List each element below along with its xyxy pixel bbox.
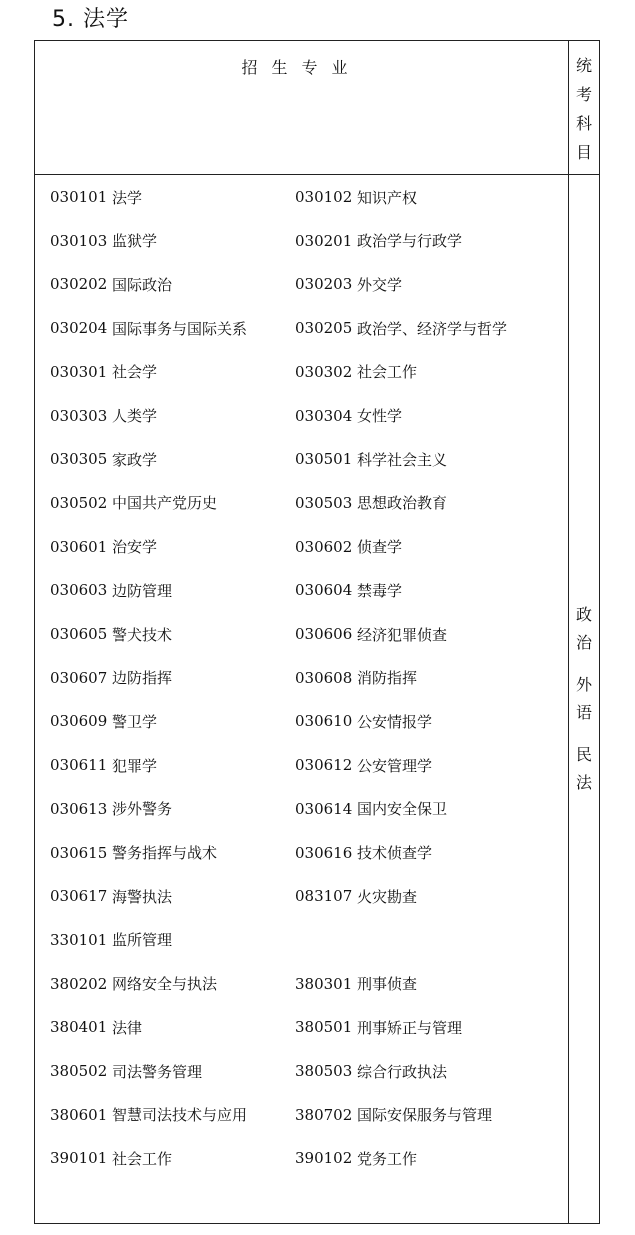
major-entry [50, 1136, 172, 1180]
table-row [35, 394, 568, 438]
major-code: 030205 [295, 319, 353, 338]
major-entry [50, 612, 172, 656]
major-code: 030305 [50, 450, 108, 469]
table-row [35, 787, 568, 831]
major-entry [50, 962, 217, 1006]
table-row [35, 874, 568, 918]
major-code: 030103 [50, 231, 108, 250]
major-entry [295, 219, 462, 263]
major-code: 030609 [50, 712, 108, 731]
major-name: 犯罪学 [112, 756, 158, 775]
major-entry [295, 874, 417, 918]
table-row [35, 306, 568, 350]
major-name: 国际政治 [112, 275, 173, 294]
major-entry [295, 306, 507, 350]
header-subjects-char: 统 [575, 56, 592, 75]
major-code: 030301 [50, 362, 108, 381]
major-entry [50, 394, 157, 438]
major-code: 030607 [50, 668, 108, 687]
section-title: 5. 法学 [52, 7, 129, 32]
table-row [35, 262, 568, 306]
subject-char: 民 [575, 745, 592, 764]
table-row [35, 918, 568, 962]
major-code: 030203 [295, 275, 353, 294]
major-code: 030616 [295, 843, 353, 862]
major-entry [295, 481, 447, 525]
major-entry [50, 481, 217, 525]
major-name: 综合行政执法 [357, 1062, 448, 1081]
major-entry [295, 612, 447, 656]
major-entry [50, 219, 157, 263]
subject-civil-law [576, 741, 592, 797]
table-row [35, 219, 568, 263]
table-row [35, 699, 568, 743]
major-code: 030608 [295, 668, 353, 687]
major-entry [295, 262, 402, 306]
major-name: 警卫学 [112, 712, 158, 731]
table-row [35, 612, 568, 656]
subject-politics [576, 601, 592, 657]
header-subjects-char: 目 [575, 143, 592, 162]
major-name: 网络安全与执法 [112, 975, 218, 994]
major-entry [295, 787, 447, 831]
major-code: 030611 [50, 756, 108, 775]
major-name: 警犬技术 [112, 625, 173, 644]
table-row [35, 656, 568, 700]
table-row [35, 743, 568, 787]
major-code: 030602 [295, 537, 353, 556]
major-code: 030501 [295, 450, 353, 469]
subject-char: 治 [575, 633, 592, 652]
major-code: 380202 [50, 974, 108, 993]
major-name: 科学社会主义 [357, 450, 448, 469]
major-entry [50, 525, 157, 569]
major-code: 380601 [50, 1105, 108, 1124]
major-entry [50, 656, 172, 700]
major-entry [50, 918, 172, 962]
major-code: 390101 [50, 1149, 108, 1168]
major-entry [295, 525, 402, 569]
major-name: 公安管理学 [357, 756, 433, 775]
major-entry [295, 962, 417, 1006]
major-name: 边防管理 [112, 581, 173, 600]
table-row [35, 1136, 568, 1180]
major-entry [50, 437, 157, 481]
major-entry [50, 306, 247, 350]
table-row [35, 962, 568, 1006]
major-entry [295, 1136, 417, 1180]
major-code: 030606 [295, 625, 353, 643]
header-subjects-label [568, 51, 600, 167]
subject-char: 政 [575, 605, 592, 624]
major-entry [295, 175, 417, 219]
major-code: 380301 [295, 974, 353, 993]
header-subjects-char: 考 [575, 85, 592, 104]
major-code: 390102 [295, 1149, 353, 1168]
majors-table [34, 40, 600, 1224]
major-entry [295, 437, 447, 481]
major-name: 边防指挥 [112, 669, 173, 688]
table-row [35, 1005, 568, 1049]
major-code: 330101 [50, 930, 108, 949]
major-code: 030503 [295, 493, 353, 512]
major-code: 380401 [50, 1018, 108, 1037]
major-name: 刑事矫正与管理 [357, 1018, 463, 1037]
major-entry [50, 1049, 202, 1093]
major-code: 030204 [50, 319, 108, 338]
major-name: 社会学 [112, 363, 158, 382]
major-entry [295, 1049, 447, 1093]
major-name: 海警执法 [112, 887, 173, 906]
subject-char: 外 [575, 675, 592, 694]
major-entry [50, 1093, 247, 1137]
major-name: 思想政治教育 [357, 494, 448, 513]
major-name: 国际事务与国际关系 [112, 319, 248, 338]
subject-foreign-language [576, 671, 592, 727]
major-entry [295, 1005, 462, 1049]
major-code: 380702 [295, 1105, 353, 1124]
major-code: 030302 [295, 362, 353, 381]
major-entry [50, 175, 142, 219]
major-name: 治安学 [112, 538, 158, 557]
major-name: 人类学 [112, 407, 158, 425]
major-name: 刑事侦查 [357, 975, 418, 994]
major-name: 禁毒学 [357, 581, 403, 600]
major-code: 380503 [295, 1062, 353, 1080]
major-name: 党务工作 [357, 1149, 418, 1168]
header-majors-label: 招生专业 [241, 58, 362, 77]
table-row [35, 831, 568, 875]
table-row [35, 481, 568, 525]
major-code: 030612 [295, 756, 353, 775]
major-entry [50, 350, 157, 394]
major-name: 公安情报学 [357, 712, 433, 731]
major-code: 380501 [295, 1018, 353, 1037]
major-name: 火灾勘查 [357, 887, 418, 906]
major-name: 消防指挥 [357, 669, 418, 688]
major-code: 030202 [50, 275, 108, 294]
major-entry [295, 568, 402, 612]
major-code: 380502 [50, 1062, 108, 1080]
major-name: 知识产权 [357, 188, 418, 207]
major-name: 监狱学 [112, 232, 158, 251]
major-name: 女性学 [357, 407, 403, 425]
major-name: 政治学、经济学与哲学 [357, 319, 508, 338]
major-name: 涉外警务 [112, 800, 173, 819]
major-code: 030303 [50, 406, 108, 425]
major-entry [295, 656, 417, 700]
table-row [35, 568, 568, 612]
major-code: 030614 [295, 799, 353, 818]
major-name: 法律 [112, 1018, 143, 1037]
major-code: 030101 [50, 188, 108, 206]
major-name: 经济犯罪侦查 [357, 625, 448, 644]
major-entry [50, 1005, 142, 1049]
major-code: 030201 [295, 231, 353, 250]
major-name: 警务指挥与战术 [112, 844, 218, 862]
major-code: 030604 [295, 581, 353, 600]
major-name: 家政学 [112, 450, 158, 469]
major-name: 司法警务管理 [112, 1062, 203, 1081]
header-subjects-char: 科 [575, 114, 592, 133]
major-entry [50, 831, 217, 875]
major-name: 侦查学 [357, 538, 403, 557]
major-entry [50, 874, 172, 918]
major-entry [50, 568, 172, 612]
subject-char: 语 [575, 703, 592, 722]
major-entry [50, 262, 172, 306]
major-entry [295, 699, 432, 743]
exam-subjects [568, 601, 600, 811]
major-entry [50, 743, 157, 787]
major-entry [295, 350, 417, 394]
major-entry [295, 394, 402, 438]
table-row [35, 175, 568, 219]
major-name: 政治学与行政学 [357, 232, 463, 251]
major-code: 030617 [50, 887, 108, 906]
major-code: 030102 [295, 188, 353, 206]
major-name: 智慧司法技术与应用 [112, 1106, 248, 1125]
table-row [35, 350, 568, 394]
table-row [35, 1093, 568, 1137]
major-code: 030610 [295, 712, 353, 731]
major-name: 国内安全保卫 [357, 800, 448, 819]
major-entry [50, 699, 157, 743]
table-row [35, 525, 568, 569]
major-entry [295, 831, 432, 875]
major-code: 030502 [50, 493, 108, 512]
major-code: 030603 [50, 581, 108, 600]
table-row [35, 1049, 568, 1093]
major-entry [50, 787, 172, 831]
major-code: 030304 [295, 406, 353, 425]
major-code: 030613 [50, 799, 108, 818]
major-code: 030615 [50, 843, 108, 862]
major-name: 技术侦查学 [357, 844, 433, 862]
major-name: 外交学 [357, 275, 403, 294]
subject-char: 法 [575, 773, 592, 792]
major-name: 监所管理 [112, 931, 173, 950]
major-name: 中国共产党历史 [112, 494, 218, 513]
major-name: 法学 [112, 188, 143, 207]
table-row [35, 437, 568, 481]
major-entry [295, 918, 357, 962]
major-name: 社会工作 [357, 363, 418, 382]
major-entry [295, 1093, 492, 1137]
major-name: 国际安保服务与管理 [357, 1106, 493, 1125]
major-entry [295, 743, 432, 787]
major-code: 030601 [50, 537, 108, 556]
major-name: 社会工作 [112, 1149, 173, 1168]
major-code: 083107 [295, 887, 353, 906]
major-code: 030605 [50, 625, 108, 643]
